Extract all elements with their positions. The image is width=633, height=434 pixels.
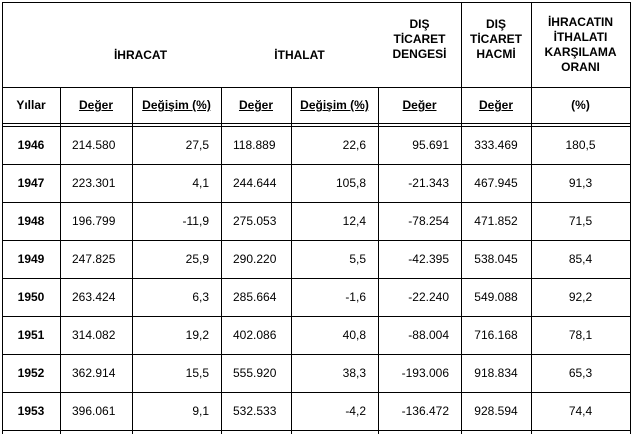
row-rule (2, 123, 631, 124)
cell-yil: 1951 (17, 328, 45, 342)
table-border-top (2, 2, 631, 3)
cell-ithalat-deger: 532.533 (233, 404, 277, 418)
cell-ithalat-degisim: 5,5 (349, 252, 366, 266)
cell-ithalat-degisim: 40,8 (342, 328, 366, 342)
header-dis-ticaret-dengesi (378, 4, 461, 74)
cell-ihracat-deger: 247.825 (72, 252, 116, 266)
cell-hacim: 549.088 (474, 290, 518, 304)
cell-denge: -22.240 (408, 290, 449, 304)
cell-denge: -21.343 (408, 176, 449, 190)
cell-ihracat-deger: 314.082 (72, 328, 116, 342)
cell-hacim: 918.834 (474, 366, 518, 380)
cell-ihracat-deger: 396.061 (72, 404, 116, 418)
cell-ihracat-deger: 214.580 (72, 138, 116, 152)
cell-ithalat-deger: 290.220 (233, 252, 277, 266)
cell-ithalat-deger: 244.644 (233, 176, 277, 190)
cell-hacim: 467.945 (474, 176, 518, 190)
subheader-ihracat-degisim: Değişim (%) (142, 98, 211, 112)
subheader-ihracat-deger: Değer (78, 98, 113, 112)
header-line: ORANI (561, 60, 600, 74)
cell-ihracat-degisim: 9,1 (192, 404, 209, 418)
cell-hacim: 928.594 (474, 404, 518, 418)
cell-oran: 65,3 (568, 366, 593, 380)
cell-oran: 71,5 (568, 214, 593, 228)
cell-ithalat-degisim: 105,8 (335, 176, 366, 190)
header-line: DIŞ (485, 16, 506, 31)
header-line: HACMİ (476, 46, 516, 61)
cell-ithalat-degisim: -1,6 (345, 290, 366, 304)
cell-ihracat-degisim: 27,5 (185, 138, 209, 152)
header-line: DENGESİ (392, 46, 447, 61)
cell-ithalat-deger: 275.053 (233, 214, 277, 228)
header-line: TİCARET (393, 31, 446, 46)
cell-ithalat-degisim: 38,3 (342, 366, 366, 380)
subheader-ithalat-degisim: Değişim (%) (300, 98, 369, 112)
cell-ihracat-degisim: 25,9 (185, 252, 209, 266)
cell-ithalat-deger: 402.086 (233, 328, 277, 342)
cell-oran: 180,5 (565, 138, 596, 152)
header-line: İTHALATI (553, 30, 608, 44)
cell-ihracat-degisim: -11,9 (182, 214, 209, 228)
cell-oran: 74,4 (568, 404, 593, 418)
cell-denge: -42.395 (408, 252, 449, 266)
header-karsilama-orani (531, 4, 630, 86)
subheader-ithalat-deger: Değer (238, 98, 273, 112)
cell-yil: 1953 (17, 404, 45, 418)
cell-yil: 1950 (17, 290, 45, 304)
cell-oran: 85,4 (568, 252, 593, 266)
cell-hacim: 538.045 (474, 252, 518, 266)
cell-ihracat-deger: 263.424 (72, 290, 116, 304)
cell-denge: -193.006 (401, 366, 449, 380)
header-dis-ticaret-hacmi (461, 4, 531, 74)
table-border-right (630, 2, 631, 434)
cell-ithalat-degisim: -4,2 (345, 404, 366, 418)
cell-oran: 92,2 (568, 290, 593, 304)
subheader-hacim-deger: Değer (478, 98, 513, 112)
cell-ithalat-degisim: 22,6 (342, 138, 366, 152)
cell-ithalat-deger: 118.889 (233, 138, 276, 152)
cell-ihracat-degisim: 6,3 (192, 290, 209, 304)
cell-hacim: 333.469 (474, 138, 518, 152)
cell-ihracat-degisim: 4,1 (192, 176, 209, 190)
subheader-denge-deger: Değer (402, 98, 437, 112)
header-line: KARŞILAMA (544, 45, 617, 59)
cell-oran: 91,3 (568, 176, 593, 190)
cell-ihracat-deger: 362.914 (72, 366, 116, 380)
header-ithalat: İTHALAT (274, 47, 325, 62)
header-line: TİCARET (470, 31, 522, 46)
cell-yil: 1952 (17, 366, 45, 380)
cell-yil: 1948 (17, 214, 45, 228)
row-rule (2, 430, 631, 431)
header-line: İHRACATIN (547, 15, 614, 29)
subheader-yillar: Yıllar (16, 98, 46, 112)
cell-denge: 95.691 (412, 138, 449, 152)
cell-ihracat-deger: 223.301 (72, 176, 116, 190)
cell-ithalat-deger: 285.664 (233, 290, 277, 304)
cell-yil: 1946 (17, 138, 45, 152)
cell-ihracat-degisim: 19,2 (185, 328, 209, 342)
cell-yil: 1947 (17, 176, 45, 190)
header-line: DIŞ (409, 16, 430, 31)
cell-hacim: 716.168 (474, 328, 518, 342)
cell-oran: 78,1 (568, 328, 593, 342)
subheader-oran: (%) (571, 98, 590, 112)
cell-ihracat-deger: 196.799 (72, 214, 116, 228)
cell-hacim: 471.852 (474, 214, 518, 228)
cell-denge: -136.472 (401, 404, 449, 418)
header-ihracat: İHRACAT (113, 47, 168, 62)
cell-ithalat-deger: 555.920 (233, 366, 277, 380)
cell-ithalat-degisim: 12,4 (342, 214, 366, 228)
cell-yil: 1949 (17, 252, 45, 266)
cell-denge: -78.254 (408, 214, 449, 228)
cell-ihracat-degisim: 15,5 (185, 366, 209, 380)
cell-denge: -88.004 (408, 328, 449, 342)
